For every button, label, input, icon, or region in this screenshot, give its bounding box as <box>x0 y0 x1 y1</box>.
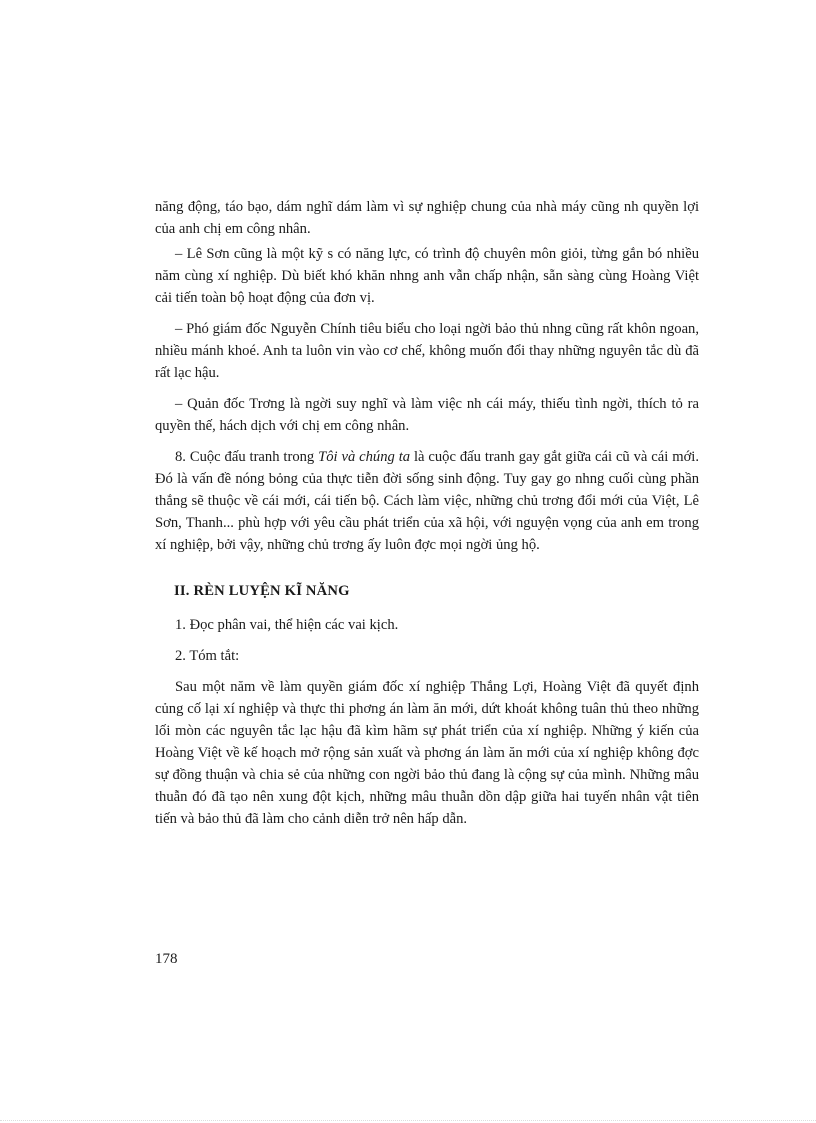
character-le-son: – Lê Sơn cũng là một kỹ s có năng lực, có trình độ chuyên môn giỏi, từng gắn bó nhiều năm cùng xí nghiệp. Dù biết khó khăn nhng anh vẫn chấp nhận, sẵn sàng cùng Hoàng Việt cải tiến toàn bộ hoạt động của đơn vị. <box>155 246 699 306</box>
point-8-after: là cuộc đấu tranh gay gắt giữa cái cũ và cái mới. Đó là vấn đề nóng bỏng của thực tiễn đời sống sinh động. Tuy gay go nhng cuối cùng phần thắng sẽ thuộc về cái mới, cái tiến bộ. Cách làm việc, những chủ trơng đổi mới của Việt, Lê Sơn, Thanh... phù hợp với yêu cầu phát triển của xã hội, với nguyện vọng của anh em trong xí nghiệp, bởi vậy, những chủ trơng ấy luôn đợc mọi ngời ủng hộ. <box>155 449 699 553</box>
intro-continuation: năng động, táo bạo, dám nghĩ dám làm vì sự nghiệp chung của nhà máy cũng nh quyền lợi của anh chị em công nhân. <box>155 199 699 237</box>
page-number: 178 <box>155 951 178 967</box>
skill-item-1: 1. Đọc phân vai, thể hiện các vai kịch. <box>175 617 399 633</box>
summary-paragraph: Sau một năm về làm quyền giám đốc xí nghiệp Thắng Lợi, Hoàng Việt đã quyết định củng cố lại xí nghiệp và thực thi phơng án làm ăn mới, dứt khoát không tuân thủ theo những lối mòn các nguyên tắc lạc hậu đã kìm hãm sự phát triển của xí nghiệp. Những ý kiến của Hoàng Việt về kế hoạch mở rộng sản xuất và phơng án làm ăn mới của xí nghiệp không đợc sự đồng thuận và chia sẻ của những con ngời bảo thủ đang là cộng sự của mình. Những mâu thuẫn đó đã tạo nên xung đột kịch, những mâu thuẫn dồn dập giữa hai tuyến nhân vật tiên tiến và bảo thủ đã làm cho cảnh diễn trở nên hấp dẫn. <box>155 679 699 827</box>
character-nguyen-chinh: – Phó giám đốc Nguyễn Chính tiêu biểu cho loại ngời bảo thủ nhng cũng rất khôn ngoan, nhiều mánh khoé. Anh ta luôn vin vào cơ chế, không muốn đổi thay những nguyên tắc dù đã rất lạc hậu. <box>155 321 699 381</box>
intro-paragraph <box>155 196 699 240</box>
point-8-paragraph <box>155 446 699 556</box>
bottom-divider <box>0 1120 816 1121</box>
skill-item-2: 2. Tóm tắt: <box>175 648 240 664</box>
work-title: Tôi và chúng ta <box>318 449 411 465</box>
point-8-before: 8. Cuộc đấu tranh trong <box>175 449 319 465</box>
character-list <box>155 243 699 565</box>
character-truong: – Quản đốc Trơng là ngời suy nghĩ và làm việc nh cái máy, thiếu tình ngời, thích tỏ ra quyền thế, hách dịch với chị em công nhân. <box>155 396 699 434</box>
skills-section <box>155 614 699 839</box>
section-heading: II. RÈN LUYỆN KĨ NĂNG <box>174 583 350 599</box>
